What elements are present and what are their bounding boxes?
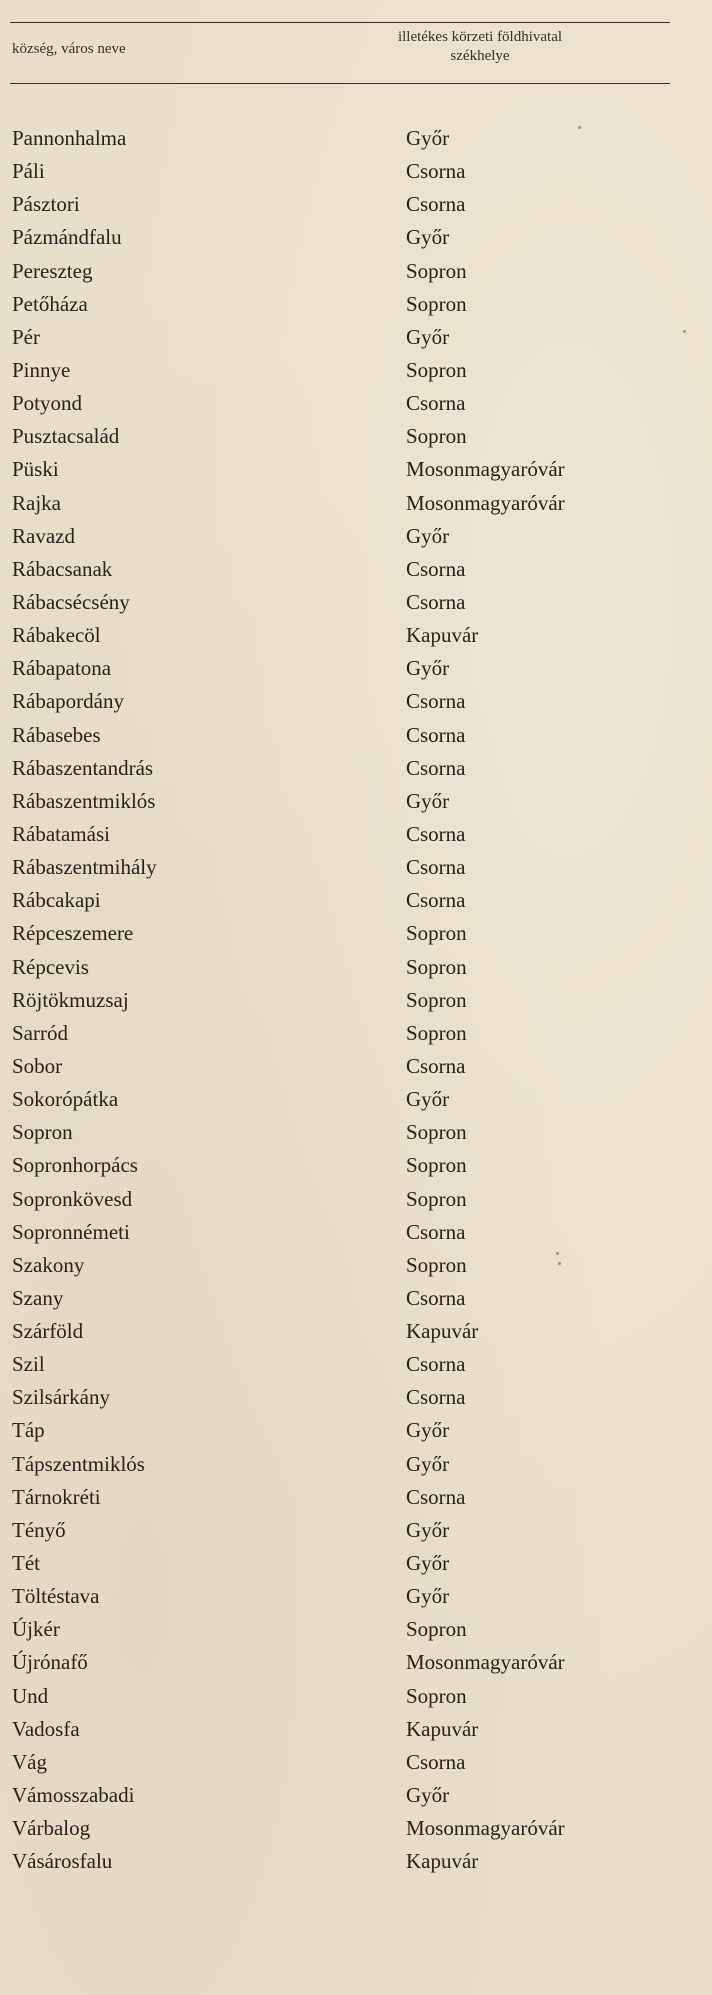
settlement-table-body bbox=[12, 122, 652, 1878]
settlement-name: Pereszteg bbox=[12, 258, 93, 283]
land-office-seat: Mosonmagyaróvár bbox=[406, 457, 565, 482]
table-row bbox=[12, 1613, 652, 1646]
scan-speck bbox=[683, 330, 686, 333]
land-office-seat: Csorna bbox=[406, 1385, 466, 1410]
settlement-name: Szilsárkány bbox=[12, 1385, 110, 1410]
table-row bbox=[12, 652, 652, 685]
table-row bbox=[12, 387, 652, 420]
settlement-name: Vámosszabadi bbox=[12, 1783, 135, 1808]
header-top-rule bbox=[10, 22, 670, 23]
table-row bbox=[12, 155, 652, 188]
table-row bbox=[12, 1183, 652, 1216]
table-row bbox=[12, 586, 652, 619]
table-row bbox=[12, 1680, 652, 1713]
table-row bbox=[12, 851, 652, 884]
table-row bbox=[12, 1514, 652, 1547]
table-row bbox=[12, 1083, 652, 1116]
settlement-name: Potyond bbox=[12, 391, 83, 416]
table-row bbox=[12, 1713, 652, 1746]
land-office-seat: Csorna bbox=[406, 1484, 466, 1509]
table-row bbox=[12, 122, 652, 155]
column-header-land-office-line1: illetékes körzeti földhivatal bbox=[397, 29, 563, 45]
table-row bbox=[12, 221, 652, 254]
column-header-land-office bbox=[370, 28, 590, 66]
table-row bbox=[12, 288, 652, 321]
land-office-seat: Mosonmagyaróvár bbox=[406, 1816, 565, 1841]
table-row bbox=[12, 685, 652, 718]
table-row bbox=[12, 1547, 652, 1580]
settlement-name: Várbalog bbox=[12, 1816, 91, 1841]
land-office-seat: Sopron bbox=[406, 1186, 467, 1211]
table-row bbox=[12, 719, 652, 752]
land-office-seat: Csorna bbox=[406, 556, 466, 581]
settlement-name: Sopronhorpács bbox=[12, 1153, 138, 1178]
settlement-name: Tét bbox=[12, 1551, 40, 1576]
settlement-name: Újrónafő bbox=[12, 1650, 88, 1675]
land-office-seat: Sopron bbox=[406, 1020, 467, 1045]
land-office-seat: Kapuvár bbox=[406, 1716, 479, 1741]
land-office-seat: Győr bbox=[406, 1517, 450, 1542]
settlement-name: Sarród bbox=[12, 1020, 68, 1045]
settlement-name: Rajka bbox=[12, 490, 61, 515]
table-row bbox=[12, 619, 652, 652]
land-office-seat: Csorna bbox=[406, 1749, 466, 1774]
land-office-seat: Csorna bbox=[406, 1219, 466, 1244]
settlement-name: Rábakecöl bbox=[12, 623, 101, 648]
settlement-name: Rábacsécsény bbox=[12, 589, 130, 614]
settlement-name: Püski bbox=[12, 457, 59, 482]
land-office-seat: Csorna bbox=[406, 689, 466, 714]
table-row bbox=[12, 1646, 652, 1679]
land-office-seat: Csorna bbox=[406, 391, 466, 416]
land-office-seat: Győr bbox=[406, 788, 450, 813]
table-row bbox=[12, 1216, 652, 1249]
land-office-seat: Csorna bbox=[406, 1285, 466, 1310]
table-row bbox=[12, 951, 652, 984]
table-row bbox=[12, 1017, 652, 1050]
table-row bbox=[12, 1315, 652, 1348]
table-row bbox=[12, 1381, 652, 1414]
settlement-name: Pusztacsalád bbox=[12, 424, 120, 449]
land-office-seat: Győr bbox=[406, 1584, 450, 1609]
table-row bbox=[12, 321, 652, 354]
land-office-seat: Győr bbox=[406, 1783, 450, 1808]
column-header-land-office-line2: székhelye bbox=[450, 48, 510, 64]
land-office-seat: Győr bbox=[406, 523, 450, 548]
table-row bbox=[12, 420, 652, 453]
header-bottom-rule bbox=[10, 83, 670, 84]
settlement-name: Szil bbox=[12, 1352, 45, 1377]
settlement-name: Szárföld bbox=[12, 1319, 84, 1344]
scan-speck bbox=[578, 126, 581, 129]
land-office-seat: Sopron bbox=[406, 258, 467, 283]
land-office-seat: Mosonmagyaróvár bbox=[406, 1650, 565, 1675]
table-row bbox=[12, 1812, 652, 1845]
settlement-name: Vadosfa bbox=[12, 1716, 80, 1741]
land-office-seat: Sopron bbox=[406, 1683, 467, 1708]
land-office-seat: Sopron bbox=[406, 1120, 467, 1145]
table-row bbox=[12, 354, 652, 387]
settlement-name: Pásztori bbox=[12, 192, 80, 217]
settlement-name: Tárnokréti bbox=[12, 1484, 101, 1509]
settlement-name: Rábatamási bbox=[12, 821, 110, 846]
settlement-name: Rábcakapi bbox=[12, 888, 101, 913]
column-header-settlement: község, város neve bbox=[12, 41, 126, 57]
settlement-name: Rábasebes bbox=[12, 722, 101, 747]
settlement-name: Rábapordány bbox=[12, 689, 124, 714]
land-office-seat: Győr bbox=[406, 1087, 450, 1112]
land-office-seat: Sopron bbox=[406, 987, 467, 1012]
settlement-name: Ravazd bbox=[12, 523, 75, 548]
scan-speck bbox=[558, 1262, 561, 1265]
table-row bbox=[12, 1845, 652, 1878]
land-office-seat: Mosonmagyaróvár bbox=[406, 490, 565, 515]
land-office-seat: Sopron bbox=[406, 1617, 467, 1642]
land-office-seat: Sopron bbox=[406, 424, 467, 449]
table-row bbox=[12, 188, 652, 221]
table-row bbox=[12, 1746, 652, 1779]
table-row bbox=[12, 1779, 652, 1812]
table-row bbox=[12, 884, 652, 917]
land-office-seat: Csorna bbox=[406, 159, 466, 184]
settlement-name: Vásárosfalu bbox=[12, 1849, 113, 1874]
settlement-name: Szakony bbox=[12, 1252, 85, 1277]
table-row bbox=[12, 1348, 652, 1381]
settlement-name: Rábaszentandrás bbox=[12, 755, 154, 780]
settlement-name: Töltéstava bbox=[12, 1584, 100, 1609]
settlement-name: Rábapatona bbox=[12, 656, 112, 681]
settlement-name: Répcevis bbox=[12, 954, 89, 979]
settlement-name: Pinnye bbox=[12, 357, 71, 382]
land-office-seat: Kapuvár bbox=[406, 1319, 479, 1344]
settlement-name: Röjtökmuzsaj bbox=[12, 987, 129, 1012]
table-row bbox=[12, 487, 652, 520]
settlement-name: Páli bbox=[12, 159, 45, 184]
table-row bbox=[12, 520, 652, 553]
table-row bbox=[12, 984, 652, 1017]
table-row bbox=[12, 752, 652, 785]
land-office-seat: Győr bbox=[406, 324, 450, 349]
table-row bbox=[12, 1116, 652, 1149]
table-row bbox=[12, 785, 652, 818]
settlement-name: Sobor bbox=[12, 1053, 63, 1078]
settlement-name: Pér bbox=[12, 324, 40, 349]
land-office-seat: Csorna bbox=[406, 589, 466, 614]
land-office-seat: Győr bbox=[406, 656, 450, 681]
land-office-seat: Győr bbox=[406, 1418, 450, 1443]
table-row bbox=[12, 1050, 652, 1083]
settlement-name: Petőháza bbox=[12, 291, 88, 316]
settlement-name: Újkér bbox=[12, 1617, 60, 1642]
table-row bbox=[12, 255, 652, 288]
land-office-seat: Sopron bbox=[406, 1153, 467, 1178]
settlement-name: Rábaszentmihály bbox=[12, 855, 157, 880]
table-row bbox=[12, 453, 652, 486]
land-office-seat: Sopron bbox=[406, 357, 467, 382]
land-office-seat: Sopron bbox=[406, 954, 467, 979]
settlement-name: Rábacsanak bbox=[12, 556, 113, 581]
table-row bbox=[12, 1580, 652, 1613]
settlement-name: Sokorópátka bbox=[12, 1087, 119, 1112]
settlement-name: Sopronnémeti bbox=[12, 1219, 130, 1244]
land-office-seat: Csorna bbox=[406, 1053, 466, 1078]
settlement-name: Pannonhalma bbox=[12, 126, 127, 150]
table-row bbox=[12, 1282, 652, 1315]
settlement-name: Táp bbox=[12, 1418, 45, 1443]
land-office-seat: Sopron bbox=[406, 291, 467, 316]
settlement-name: Pázmándfalu bbox=[12, 225, 122, 250]
land-office-seat: Kapuvár bbox=[406, 1849, 479, 1874]
land-office-seat: Győr bbox=[406, 126, 450, 150]
land-office-seat: Csorna bbox=[406, 755, 466, 780]
settlement-name: Sopronkövesd bbox=[12, 1186, 133, 1211]
settlement-name: Szany bbox=[12, 1285, 64, 1310]
land-office-seat: Győr bbox=[406, 1551, 450, 1576]
land-office-seat: Győr bbox=[406, 1451, 450, 1476]
settlement-name: Tényő bbox=[12, 1517, 66, 1542]
scan-speck bbox=[556, 1252, 559, 1255]
table-row bbox=[12, 1414, 652, 1447]
settlement-name: Rábaszentmiklós bbox=[12, 788, 156, 813]
settlement-name: Vág bbox=[12, 1749, 47, 1774]
land-office-seat: Csorna bbox=[406, 1352, 466, 1377]
settlement-name: Sopron bbox=[12, 1120, 73, 1145]
table-row bbox=[12, 818, 652, 851]
land-office-seat: Csorna bbox=[406, 855, 466, 880]
table-row bbox=[12, 1149, 652, 1182]
land-office-seat: Csorna bbox=[406, 821, 466, 846]
land-office-seat: Csorna bbox=[406, 722, 466, 747]
land-office-seat: Csorna bbox=[406, 192, 466, 217]
land-office-seat: Győr bbox=[406, 225, 450, 250]
table-row bbox=[12, 1448, 652, 1481]
settlement-name: Répceszemere bbox=[12, 921, 134, 946]
table-row bbox=[12, 1481, 652, 1514]
land-office-seat: Kapuvár bbox=[406, 623, 479, 648]
table-row bbox=[12, 917, 652, 950]
land-office-seat: Sopron bbox=[406, 921, 467, 946]
settlement-name: Und bbox=[12, 1683, 49, 1708]
land-office-seat: Csorna bbox=[406, 888, 466, 913]
land-office-seat: Sopron bbox=[406, 1252, 467, 1277]
settlement-name: Tápszentmiklós bbox=[12, 1451, 145, 1476]
table-row bbox=[12, 553, 652, 586]
